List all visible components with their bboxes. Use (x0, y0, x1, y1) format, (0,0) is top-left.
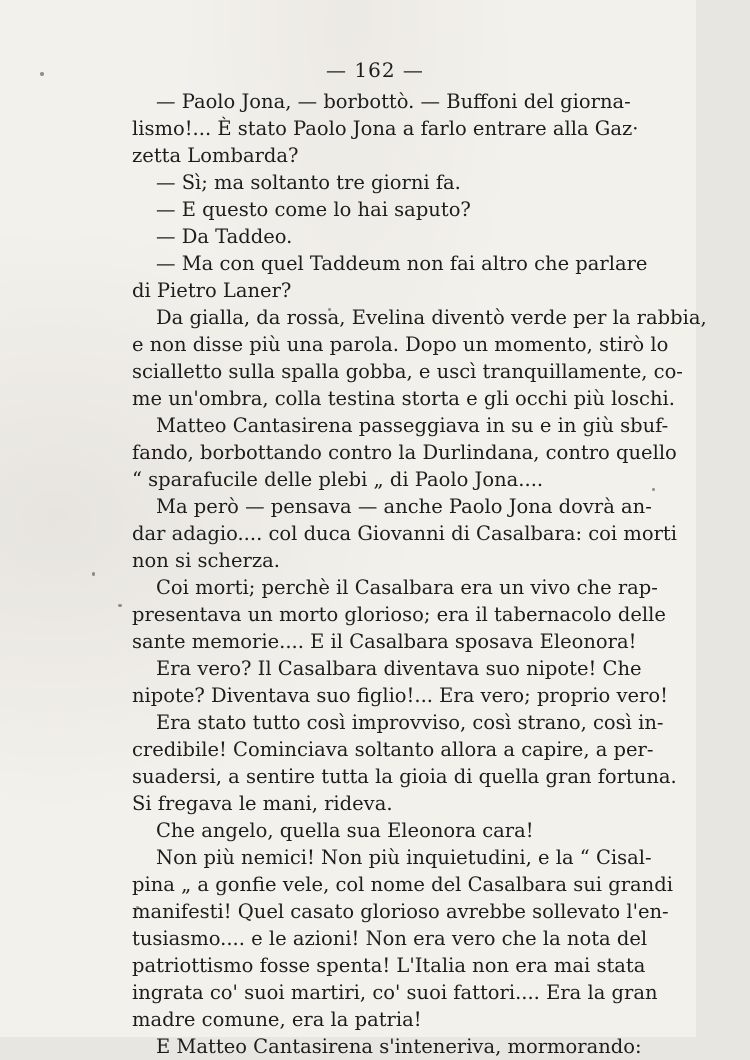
text-line: madre comune, era la patria! (132, 1008, 422, 1031)
text-line: Ma però — pensava — anche Paolo Jona dovrà an- (156, 495, 652, 518)
text-line: Da gialla, da rossa, Evelina diventò verde per la rabbia, (156, 306, 707, 329)
text-line: suadersi, a sentire tutta la gioia di quella gran fortuna. (132, 765, 677, 788)
text-line: nipote? Diventava suo figlio!... Era vero; proprio vero! (132, 684, 668, 707)
text-line: patriottismo fosse spenta! L'Italia non era mai stata (132, 954, 646, 977)
text-line: scialletto sulla spalla gobba, e uscì tranquillamente, co- (132, 360, 683, 383)
text-line: e non disse più una parola. Dopo un momento, stirò lo (132, 333, 669, 356)
text-line: lismo!... È stato Paolo Jona a farlo entrare alla Gaz· (132, 117, 639, 140)
text-line: Matteo Cantasirena passeggiava in su e in giù sbuf- (156, 414, 669, 437)
text-line: Era stato tutto così improvviso, così strano, così in- (156, 711, 664, 734)
text-line: me un'ombra, colla testina storta e gli occhi più loschi. (132, 387, 675, 410)
text-line: tusiasmo.... e le azioni! Non era vero che la nota del (132, 927, 648, 950)
ink-speck (118, 604, 122, 607)
ink-speck (92, 572, 95, 576)
text-line: Non più nemici! Non più inquietudini, e la “ Cisal- (156, 846, 652, 869)
body-text (132, 88, 707, 1060)
text-line: Era vero? Il Casalbara diventava suo nipote! Che (156, 657, 642, 680)
text-line: ingrata co' suoi martiri, co' suoi fattori.... Era la gran (132, 981, 658, 1004)
text-line: — Sì; ma soltanto tre giorni fa. (156, 171, 461, 194)
text-line: manifesti! Quel casato glorioso avrebbe sollevato l'en- (132, 900, 669, 923)
ink-speck (652, 488, 655, 491)
text-line: fando, borbottando contro la Durlindana, contro quello (132, 441, 677, 464)
text-line: — E questo come lo hai saputo? (156, 198, 471, 221)
text-line: dar adagio.... col duca Giovanni di Casalbara: coi morti (132, 522, 677, 545)
text-line: — Ma con quel Taddeum non fai altro che parlare (156, 252, 648, 275)
text-line: sante memorie.... E il Casalbara sposava Eleonora! (132, 630, 637, 653)
text-line: Coi morti; perchè il Casalbara era un vivo che rap- (156, 576, 658, 599)
text-line: presentava un morto glorioso; era il tabernacolo delle (132, 603, 666, 626)
text-line: credibile! Cominciava soltanto allora a capire, a per- (132, 738, 654, 761)
text-line: non si scherza. (132, 549, 280, 572)
text-line: zetta Lombarda? (132, 144, 299, 167)
page-number: — 162 — (326, 58, 424, 82)
text-line: Che angelo, quella sua Eleonora cara! (156, 819, 534, 842)
text-line: E Matteo Cantasirena s'inteneriva, mormorando: (156, 1035, 642, 1058)
text-line: pina „ a gonfie vele, col nome del Casalbara sui grandi (132, 873, 673, 896)
text-line: Si fregava le mani, rideva. (132, 792, 393, 815)
text-line: di Pietro Laner? (132, 279, 292, 302)
text-line: “ sparafucile delle plebi „ di Paolo Jona.... (132, 468, 544, 491)
text-line: — Paolo Jona, — borbottò. — Buffoni del giorna- (156, 90, 631, 113)
text-line: — Da Taddeo. (156, 225, 293, 248)
